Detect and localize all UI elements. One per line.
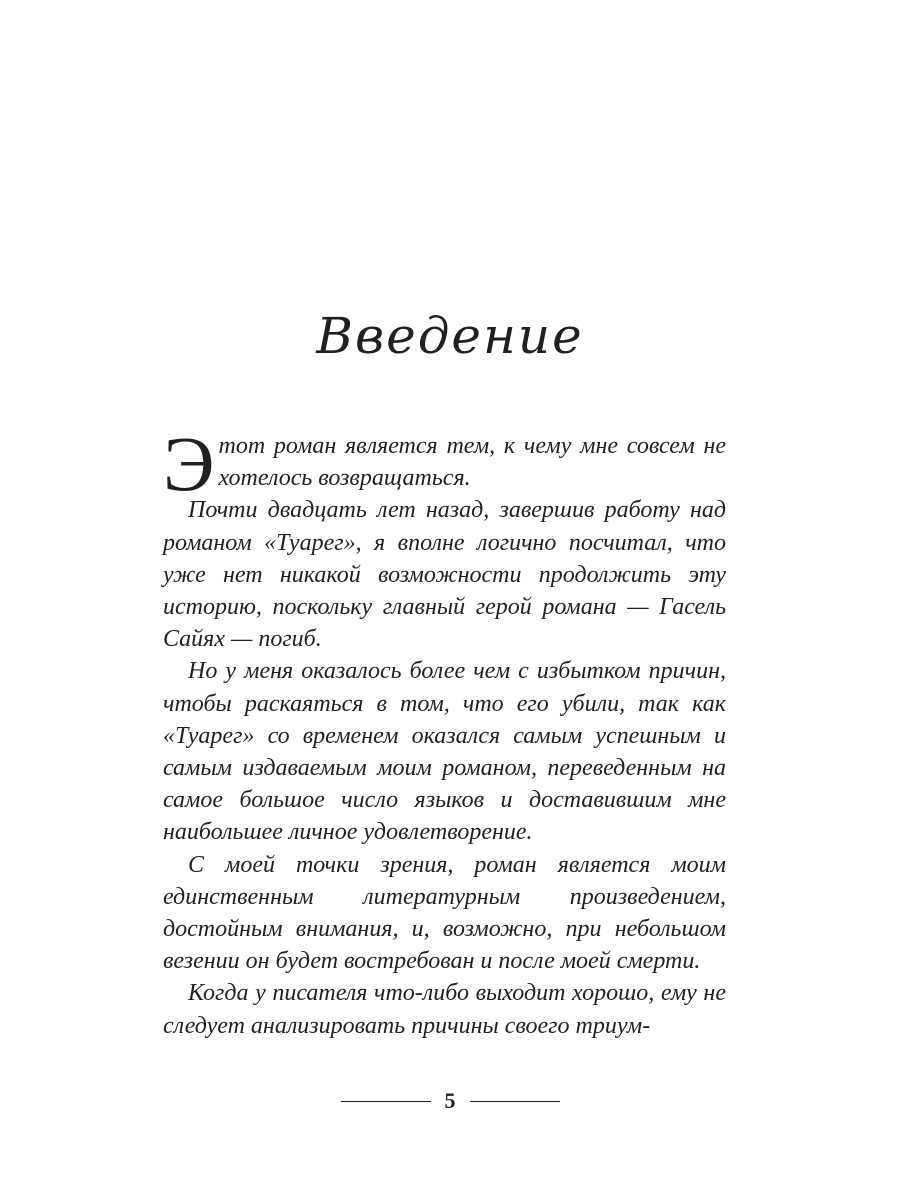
page-footer — [0, 1090, 900, 1112]
drop-cap: Э — [163, 420, 215, 507]
body-text — [163, 420, 726, 1042]
footer-rule-left — [341, 1101, 431, 1102]
paragraph-3: Но у меня оказалось более чем с избытком причин, чтобы раскаяться в том, что его убили, так как «Туарег» со временем оказался самым успешным и самым издаваемым моим романом, переведенным на самое большое число языков и доставившим мне наибольшее личное удовлетворение. — [163, 658, 726, 846]
paragraph-1-text: тот роман является тем, к чему мне совсем не хотелось возвращаться. — [218, 433, 726, 492]
page-number: 5 — [444, 1088, 456, 1113]
paragraph-4: С моей точки зрения, роман является моим единственным литературным произведением, достойным внимания, и, возможно, при небольшом везении он будет востребован и после моей смерти. — [163, 851, 726, 975]
paragraph-2: Почти двадцать лет назад, завершив работу над романом «Туарег», я вполне логично посчитал, что уже нет никакой возможности продолжить эту историю, поскольку главный герой романа — Гасель Сайях — погиб. — [163, 497, 726, 653]
paragraph-5: Когда у писателя что-либо выходит хорошо, ему не следует анализировать причины своего триум- — [163, 980, 726, 1039]
chapter-title: Введение — [316, 307, 584, 365]
paragraph-1 — [163, 420, 726, 507]
footer-rule-right — [470, 1101, 560, 1102]
